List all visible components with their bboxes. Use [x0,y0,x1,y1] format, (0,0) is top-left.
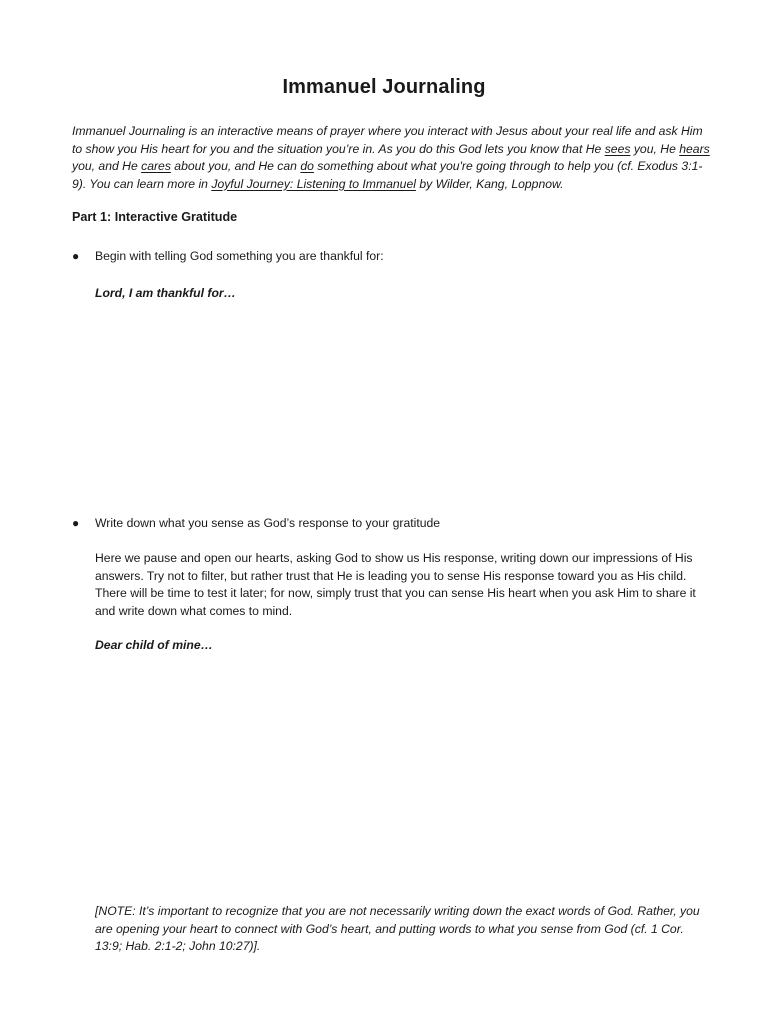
intro-cares: cares [141,159,171,173]
page-title: Immanuel Journaling [282,76,486,98]
intro-paragraph [72,123,712,193]
bullet-text: Write down what you sense as God’s response to your gratitude [95,516,441,530]
intro-text-6: by Wilder, Kang, Loppnow. [415,176,564,191]
prompt-thankful: Lord, I am thankful for… [95,286,236,300]
bullet-text: Begin with telling God something you are thankful for: [95,249,384,263]
bullet-icon: ● [72,249,80,263]
intro-do: do [300,159,314,173]
intro-text-4: about you, and He can [170,159,301,173]
note-paragraph: [NOTE: It’s important to recognize that you are not necessarily writing down the exact words of God. Rather, you are opening your heart to connect with God’s heart, and putting words to what you sense from God (cf. 1 Cor. 13:9; Hab. 2:1-2; John 10:27)]. [95,904,700,953]
intro-text-1: Immanuel Journaling is an interactive means of prayer where you interact with Jesus about your real life and ask Him to show you His heart for you and the situation you’re in. As you do this God lets you know that He [72,124,703,156]
intro-text-5: something about what you're going through to help you (cf. Exodus 3:1-9). You can learn more in [72,159,703,191]
bullet-icon: ● [72,516,80,530]
instruction-paragraph: Here we pause and open our hearts, asking God to show us His response, writing down our impressions of His answers. Try not to filter, but rather trust that He is leading you to sense His response toward you as His child. There will be time to test it later; for now, simply trust that you can sense His heart when you ask Him to share it and write down what comes to mind. [95,551,696,618]
intro-text-2: you, He [630,141,680,156]
intro-text-3: you, and He [72,159,142,173]
prompt-dear-child: Dear child of mine… [95,638,213,652]
intro-hears: hears [679,141,710,156]
intro-sees: sees [604,141,631,156]
section-heading-part1: Part 1: Interactive Gratitude [72,210,238,224]
intro-book-title: Joyful Journey: Listening to Immanuel [211,176,416,191]
